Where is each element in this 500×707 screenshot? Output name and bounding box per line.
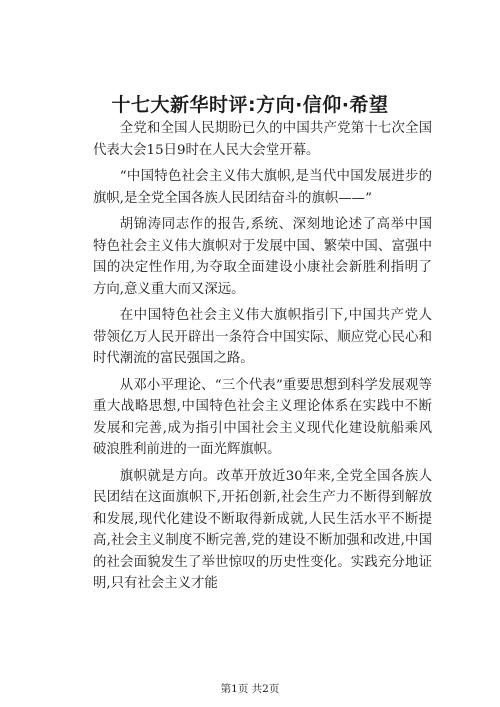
document-body xyxy=(93,118,432,600)
paragraph-6: 旗帜就是方向。改革开放近30年来,全党全国各族人民团结在这面旗帜下,开拓创新,社会生产力不断得到解放和发展,现代化建设不断取得新成就,人民生活水平不断提高,社会主义制度不断完善,党的建设不断加强和改进,中国的社会面貌发生了举世惊叹的历史性变化。实践充分地证明,只有社会主义才能 xyxy=(93,468,432,591)
paragraph-3: 胡锦涛同志作的报告,系统、深刻地论述了高举中国特色社会主义伟大旗帜对于发展中国、繁荣中国、富强中国的决定性作用,为夺取全面建设小康社会新胜利指明了方向,意义重大而又深远。 xyxy=(93,217,432,297)
paragraph-5: 从邓小平理论、“三个代表”重要思想到科学发展观等重大战略思想,中国特色社会主义理论体系在实践中不断发展和完善,成为指引中国社会主义现代化建设航船乘风破浪胜利前进的一面光辉旗帜。 xyxy=(93,377,432,457)
page-title: 十七大新华时评:方向·信仰·希望 xyxy=(111,94,389,116)
paragraph-4: 在中国特色社会主义伟大旗帜指引下,中国共产党人带领亿万人民开辟出一条符合中国实际、顺应党心民心和时代潮流的富民强国之路。 xyxy=(93,308,432,366)
page-footer: 第1页 共2页 xyxy=(220,683,280,695)
paragraph-2: “中国特色社会主义伟大旗帜,是当代中国发展进步的旗帜,是全党全国各族人民团结奋斗的旗帜——” xyxy=(93,169,432,206)
paragraph-1: 全党和全国人民期盼已久的中国共产党第十七次全国代表大会15日9时在人民大会堂开幕。 xyxy=(93,121,432,158)
